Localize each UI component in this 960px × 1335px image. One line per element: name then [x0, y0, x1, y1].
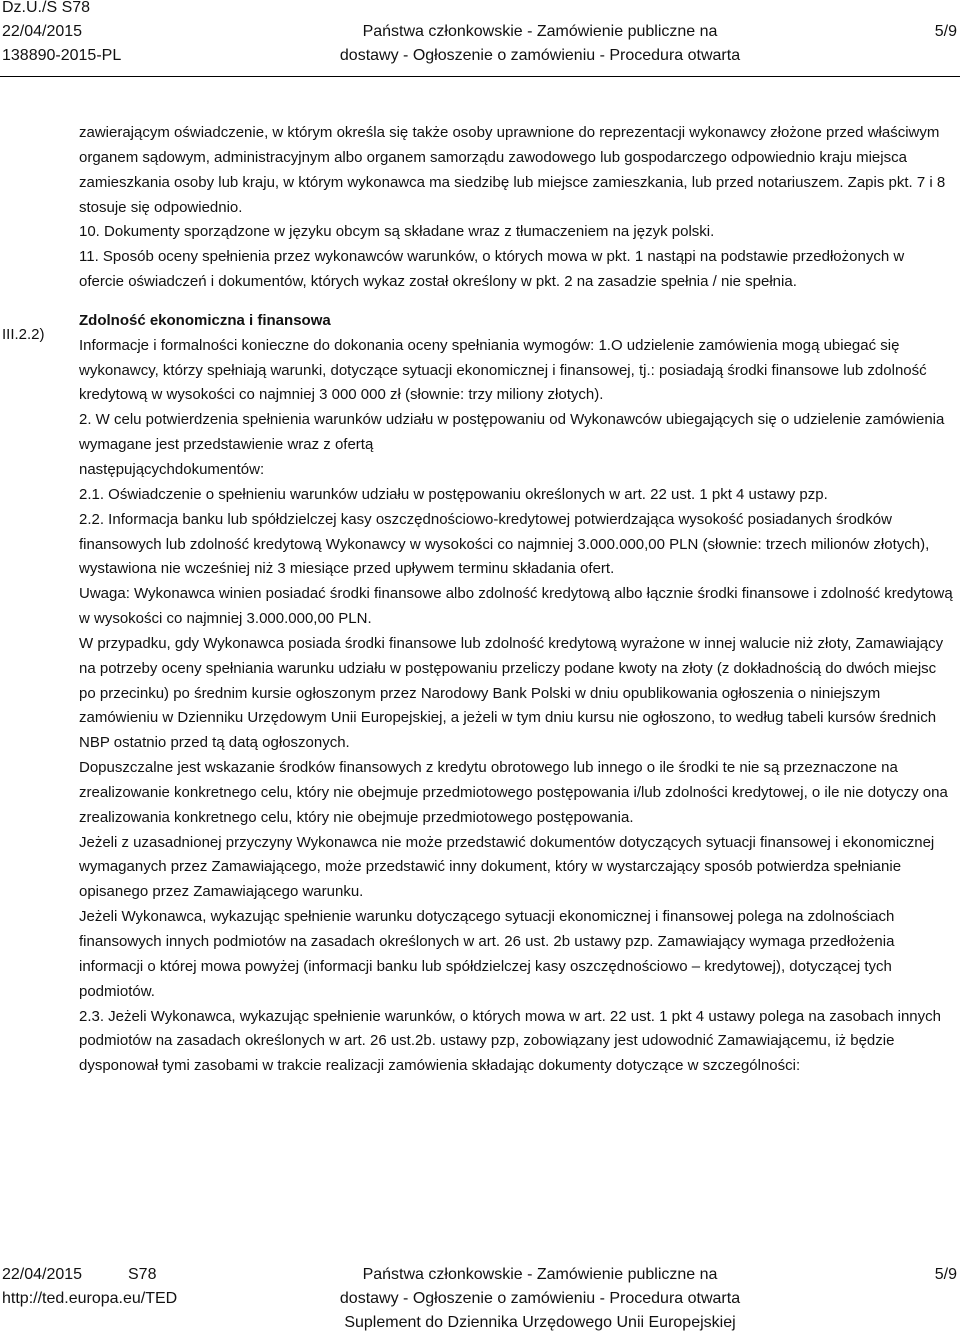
section-body: [79, 121, 953, 1079]
intro-paragraph: 11. Sposób oceny spełnienia przez wykonawców warunków, o których mowa w pkt. 1 nastąpi na podstawie przedłożonych w ofercie oświadczeń i dokumentów, których wykaz został określony w pkt. 2 na zasadzie spełnia / nie spełnia.: [79, 248, 905, 291]
footer-title-line3: Suplement do Dziennika Urzędowego Unii Europejskiej: [344, 1314, 736, 1331]
footer-date: 22/04/2015: [2, 1266, 83, 1283]
header-date: 22/04/2015: [2, 23, 83, 40]
paragraph: 2.2. Informacja banku lub spółdzielczej kasy oszczędnościowo-kredytowej potwierdzająca wysokość posiadanych środków finansowych lub zdolność kredytową Wykonawcy w wysokości co najmniej 3.000.000,00 PLN (słownie: trzech milionów złotych), wystawiona nie wcześniej niż 3 miesiące przed upływem terminu składania ofert.: [79, 510, 930, 578]
intro-paragraph: 10. Dokumenty sporządzone w języku obcym są składane wraz z tłumaczeniem na język polski.: [79, 223, 715, 241]
footer-journal: S78: [128, 1266, 157, 1283]
header-divider: [0, 76, 960, 77]
paragraph: W przypadku, gdy Wykonawca posiada środki finansowe lub zdolność kredytową wyrażone w innej walucie niż złoty, Zamawiający na potrzeby oceny spełniania warunku udziału w postępowaniu przeliczy podane kwoty na złoty (z dokładnością do dwóch miejsc po przecinku) po średnim kursie ogłoszonym przez Narodowy Bank Polski w dniu opublikowania ogłoszenia o niniejszym zamówieniu w Dzienniku Urzędowym Unii Europejskiej, a jeżeli w tym dniu kursu nie ogłoszono, to według tabeli kursów średnich NBP ostatnio przed tą datą ogłoszonych.: [79, 634, 944, 752]
paragraph: Jeżeli z uzasadnionej przyczyny Wykonawca nie może przedstawić dokumentów dotyczących sytuacji finansowej i ekonomicznej wymaganych przez Zamawiającego, może przedstawić inny dokument, który w wystarczający sposób potwierdza spełnianie opisanego przez Zamawiającego warunku.: [79, 833, 935, 901]
footer-url[interactable]: http://ted.europa.eu/TED: [2, 1290, 178, 1307]
journal-ref: Dz.U./S S78: [2, 0, 91, 16]
paragraph: Informacje i formalności konieczne do dokonania oceny spełniania wymogów: 1.O udzielenie zamówienia mogą ubiegać się wykonawcy, którzy spełniają warunki, dotyczące sytuacji ekonomicznej i finansowej, tj.: posiadają środki finansowe lub zdolność kredytową w wysokości co najmniej 3 000 000 zł (słownie: trzy miliony złotych).: [79, 336, 927, 404]
footer-title-line1: Państwa członkowskie - Zamówienie publiczne na: [362, 1266, 718, 1283]
footer-page-number: 5/9: [934, 1266, 957, 1283]
paragraph: 2. W celu potwierdzenia spełnienia warunków udziału w postępowaniu od Wykonawców ubiegających się o udzielenie zamówienia wymagane jest przedstawienie wraz z ofertą: [79, 411, 945, 454]
paragraph: Dopuszczalne jest wskazanie środków finansowych z kredytu obrotowego lub innego o ile środki te nie są przeznaczone na zrealizowanie konkretnego celu, który nie obejmuje przedmiotowego postępowania i/lub zdolności kredytowej, o ile nie dotyczy ona zrealizowania konkretnego celu, który nie obejmuje przedmiotowego postępowania.: [79, 759, 948, 826]
spacer: [79, 295, 953, 309]
paragraph: 2.3. Jeżeli Wykonawca, wykazując spełnienie warunków, o których mowa w art. 22 ust. 1 pkt 4 ustawy polega na zasobach innych podmiotów na zasadach określonych w art. 26 ust.2b. ustawy pzp, zobowiązany jest udowodnić Zamawiającemu, iż będzie dysponował tymi zasobami w trakcie realizacji zamówienia składając dokumenty dotyczące w szczególności:: [79, 1007, 941, 1075]
section-heading: Zdolność ekonomiczna i finansowa: [79, 311, 331, 329]
paragraph: 2.1. Oświadczenie o spełnieniu warunków udziału w postępowaniu określonych w art. 22 ust. 1 pkt 4 ustawy pzp.: [79, 485, 828, 503]
intro-paragraph: zawierającym oświadczenie, w którym określa się także osoby uprawnione do reprezentacji wykonawcy złożone przed właściwym organem sądowym, administracyjnym albo organem samorządu zawodowego lub gospodarczego odpowiednio kraju miejsca zamieszkania osoby lub kraju, w którym wykonawca ma siedzibę lub miejsce zamieszkania, lub przed notariuszem. Zapis pkt. 7 i 8 stosuje się odpowiednio.: [79, 124, 946, 216]
header-page-number: 5/9: [934, 23, 957, 40]
footer-title-line2: dostawy - Ogłoszenie o zamówieniu - Procedura otwarta: [339, 1290, 741, 1307]
paragraph: Jeżeli Wykonawca, wykazując spełnienie warunku dotyczącego sytuacji ekonomicznej i finansowej polega na zdolnościach finansowych innych podmiotów na zasadach określonych w art. 26 ust. 2b ustawy pzp. Zamawiający wymaga przedłożenia informacji o której mowa powyżej (informacji banku lub spółdzielczej kasy oszczędnościowo – kredytowej), dotyczącej tych podmiotów.: [79, 908, 895, 1000]
section-number: III.2.2): [2, 326, 45, 343]
paragraph: Uwaga: Wykonawca winien posiadać środki finansowe albo zdolność kredytową albo łącznie środki finansowe i zdolność kredytową w wysokości co najmniej 3.000.000,00 PLN.: [79, 585, 953, 628]
header-title-line1: Państwa członkowskie - Zamówienie publiczne na: [362, 23, 718, 40]
paragraph: następującychdokumentów:: [79, 460, 265, 478]
header-title-line2: dostawy - Ogłoszenie o zamówieniu - Procedura otwarta: [339, 47, 741, 64]
notice-id: 138890-2015-PL: [2, 47, 122, 64]
